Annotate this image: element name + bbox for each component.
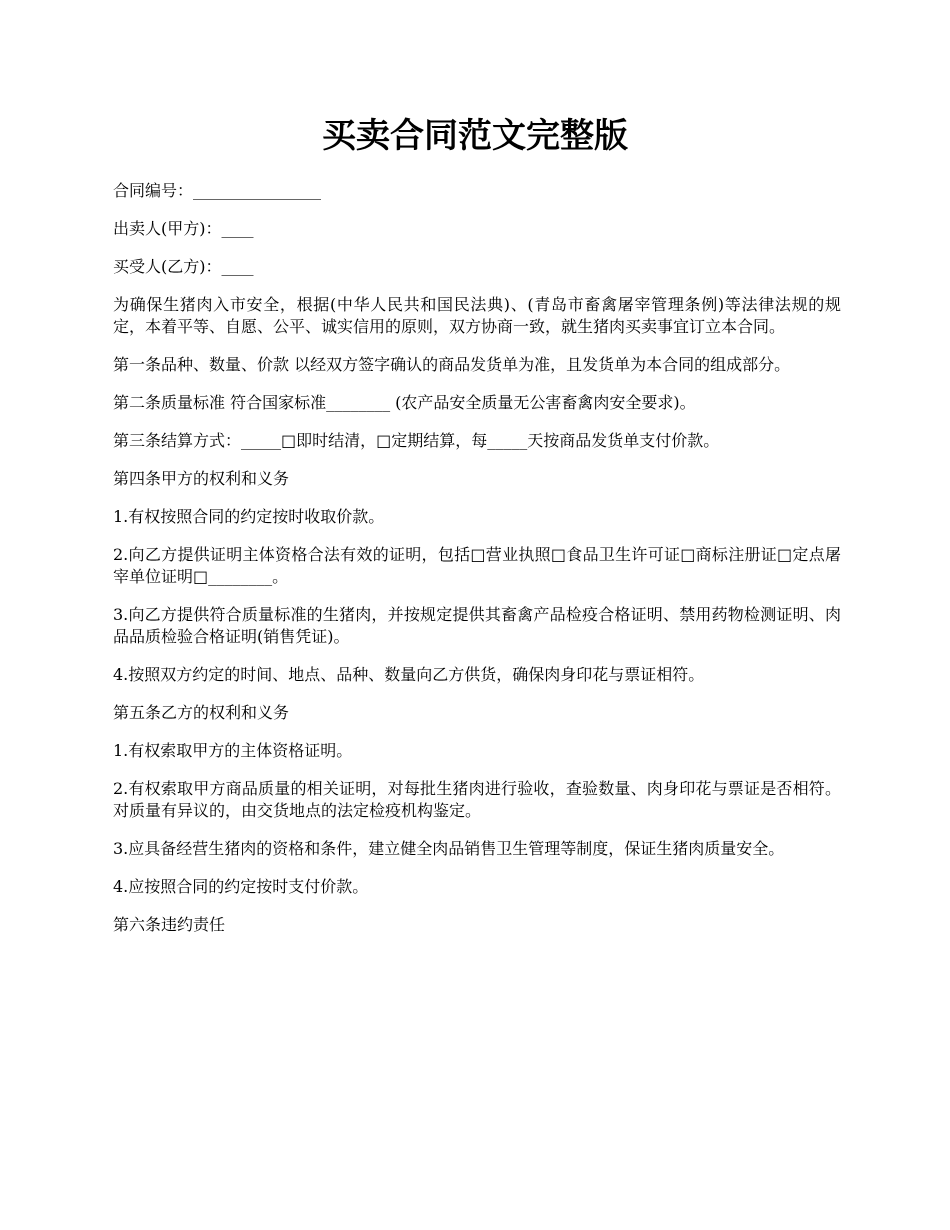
article-4-heading: 第四条甲方的权利和义务 — [113, 469, 290, 488]
article-5-heading: 第五条乙方的权利和义务 — [113, 703, 290, 722]
article-5-item-4: 4.应按照合同的约定按时支付价款。 — [113, 877, 369, 896]
article-1-paragraph: 第一条品种、数量、价款 以经双方签字确认的商品发货单为准，且发货单为本合同的组成部分。 — [113, 355, 791, 374]
article-5-item-3: 3.应具备经营生猪肉的资格和条件，建立健全肉品销售卫生管理等制度，保证生猪肉质量安全。 — [113, 839, 785, 858]
contract-number-line: 合同编号：________________ — [113, 181, 322, 200]
article-3-paragraph: 第三条结算方式：_____□即时结清，□定期结算，每_____天按商品发货单支付价款。 — [113, 431, 720, 450]
article-5-item-1: 1.有权索取甲方的主体资格证明。 — [113, 741, 353, 760]
article-4-item-1: 1.有权按照合同的约定按时收取价款。 — [113, 507, 385, 526]
document-body — [113, 180, 841, 952]
document-title: 买卖合同范文完整版 — [322, 116, 628, 156]
article-2-paragraph: 第二条质量标准 符合国家标准________ (农产品安全质量无公害畜禽肉安全要求)。 — [113, 393, 696, 412]
article-4-item-3: 3.向乙方提供符合质量标准的生猪肉，并按规定提供其畜禽产品检疫合格证明、禁用药物检测证明、肉品品质检验合格证明(销售凭证)。 — [113, 605, 841, 646]
article-4-item-2: 2.向乙方提供证明主体资格合法有效的证明，包括□营业执照□食品卫生许可证□商标注册证□定点屠宰单位证明□________。 — [113, 545, 841, 586]
seller-line: 出卖人(甲方)：____ — [113, 219, 254, 238]
preamble-paragraph: 为确保生猪肉入市安全，根据(中华人民共和国民法典)、(青岛市畜禽屠宰管理条例)等法律法规的规定，本着平等、自愿、公平、诚实信用的原则，双方协商一致，就生猪肉买卖事宜订立本合同。 — [113, 295, 841, 336]
article-5-item-2: 2.有权索取甲方商品质量的相关证明，对每批生猪肉进行验收，查验数量、肉身印花与票证是否相符。对质量有异议的，由交货地点的法定检疫机构鉴定。 — [113, 779, 841, 820]
buyer-line: 买受人(乙方)：____ — [113, 257, 254, 276]
article-4-item-4: 4.按照双方约定的时间、地点、品种、数量向乙方供货，确保肉身印花与票证相符。 — [113, 665, 705, 684]
article-6-heading: 第六条违约责任 — [113, 915, 226, 934]
